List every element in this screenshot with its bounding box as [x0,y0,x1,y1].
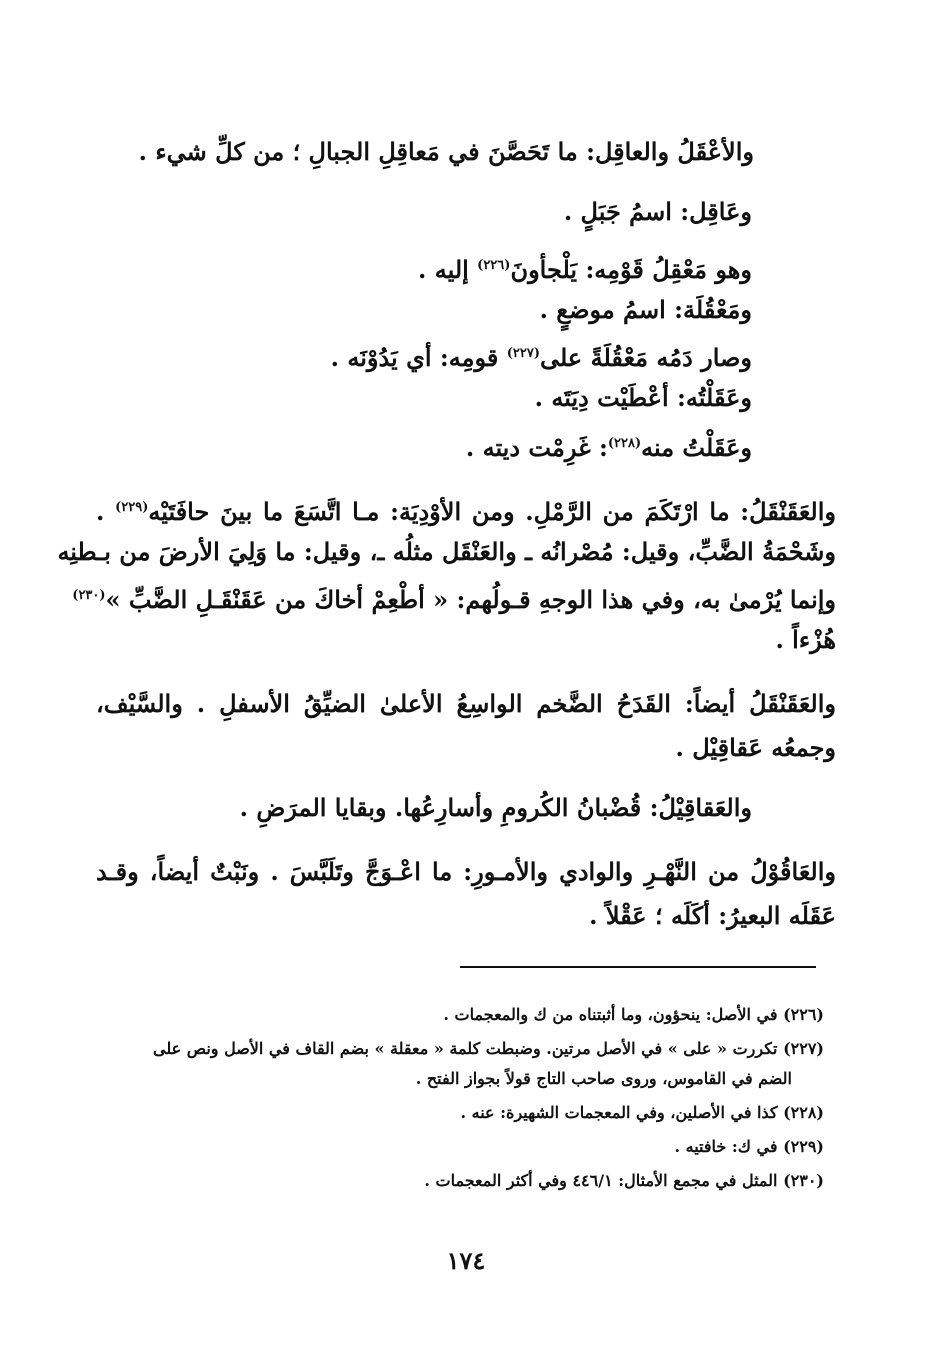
footnote-ref: (٢٢٦) [477,258,511,273]
footnote: (٢٢٦) في الأصل: ينحؤون، وما أثبتناه من ك والمعجمات . [443,1005,824,1024]
footnote: (٢٢٨) كذا في الأصلين، وفي المعجمات الشهيرة: عنه . [460,1103,824,1122]
text-line: والعَاقُوْلُ من النَّهْـرِ والوادي والأمـورِ: ما اعْـوَجَّ وتَلَبَّسَ . ونَبْتٌ أيضاً، وقـد [96,857,836,886]
footnote-separator [460,966,816,968]
footnote-ref: (٢٣٠) [72,588,106,603]
footnote-ref: (٢٢٨) [607,436,642,451]
text-line: وإنما يُرْمىٰ به، وفي هذا الوجهِ قـولُهم: « أطْعِمْ أخاكَ من عَقَنْقَـلِ الضَّبِّ »$^{(٢٣٠)}$ [72,585,836,614]
text-line: وهو مَعْقِلُ قَوْمِه: يَلْجأونَ$^{(٢٢٦)}$ إليه . [418,255,752,284]
text-line: والعَقاقِيْلُ: قُضْبانُ الكُرومِ وأسارِعُها. وبقايا المرَضِ . [239,793,752,822]
text-line: والعَقَنْقَلُ أيضاً: القَدَحُ الضَّخم الواسِعُ الأعلىٰ الضيِّقُ الأسفلِ . والسَّيْف، [96,689,836,718]
text-line: عَقَلَه البعيرُ: أكَلَه ؛ عَقْلاً . [589,901,836,930]
text-line: ومَعْقُلَة: اسمُ موضعٍ . [539,295,752,324]
text-line: وجمعُه عَقاقِيْل . [675,733,836,762]
text-line: وعَقَلْتُ منه$^{(٢٢٨)}$: غَرِمْت ديته . [465,433,752,462]
footnote-ref: (٢٢٩) [115,500,149,515]
footnote: (٢٢٩) في ك: خافتيه . [674,1137,824,1156]
footnote: (٢٣٠) المثل في مجمع الأمثال: ٤٤٦/١ وفي أكثر المعجمات . [424,1171,824,1190]
text-line: وشَحْمَةُ الضَّبِّ، وقيل: مُصْرانُه ـ والعَنْقَل مثلُه ـ، وقيل: ما وَلِيَ الأرضَ من بـطنِه [57,537,836,566]
text-line: والعَقَنْقَلُ: ما ارْتَكَمَ من الرَّمْلِ. ومن الأوْدِيَة: مـا اتَّسَعَ ما بينَ حافَتَيْه$^{(٢٢٩)}$ . [96,497,836,526]
text-line: والأعْقَلُ والعاقِل: ما تَحَصَّنَ في مَعاقِلِ الجبالِ ؛ من كلِّ شيء . [138,137,754,166]
page-number: ١٧٤ [446,1246,486,1275]
footnote: الضم في القاموس، وروى صاحب التاج قولاً بجواز الفتح . [415,1069,792,1088]
text-line: وعَقَلْتُه: أعْطَيْت دِيَتَه . [534,383,752,412]
text-line: وصار دَمُه مَعْقُلَةً على$^{(٢٢٧)}$ قومِه: أي يَدُوْنَه . [330,343,752,372]
text-line: هُزْءاً . [775,625,836,654]
footnote: (٢٢٧) تكررت « على » في الأصل مرتين. وضبطت كلمة « معقلة » بضم القاف في الأصل ونص على [152,1039,824,1058]
footnote-ref: (٢٢٧) [506,346,540,361]
text-line: وعَاقِل: اسمُ جَبَلٍ . [563,197,752,226]
